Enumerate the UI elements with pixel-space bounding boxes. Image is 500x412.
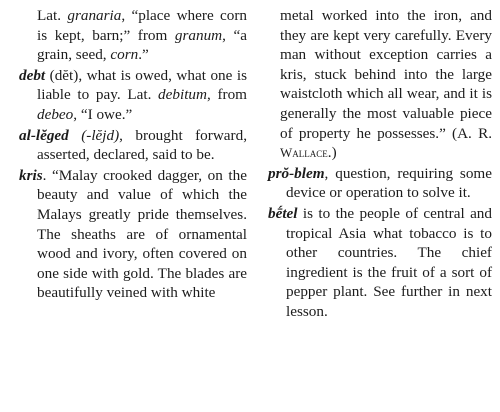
headword-kris: kris bbox=[19, 166, 43, 184]
text-citation-close: .) bbox=[327, 144, 337, 162]
pron-alleged: (-lĕjd) bbox=[81, 126, 120, 144]
headword-problem: prŏ-blem bbox=[268, 164, 325, 182]
headword-alleged: al-lĕged bbox=[19, 126, 69, 144]
text-from: , from bbox=[206, 86, 247, 104]
headword-betel: bḗtel bbox=[268, 204, 298, 222]
word-corn: corn bbox=[110, 46, 139, 64]
text-lat: Lat. bbox=[37, 7, 68, 24]
definition-debt: , what is owed, what one is liable to pay. Lat. bbox=[37, 66, 247, 104]
pron-debt: (dĕt) bbox=[49, 66, 79, 84]
granary-entry-continuation bbox=[19, 6, 247, 65]
entry-betel bbox=[268, 204, 492, 322]
definition-kris: . “Malay crooked dagger, on the beauty and value of which the Malays greatly pride themselves. The sheaths are of ornamental wood and ivory, often covered on one side with gold. The blades are beautifully veined with white bbox=[37, 166, 247, 302]
definition-problem: , question, requiring some device or operation to solve it. bbox=[286, 164, 492, 202]
entry-alleged bbox=[19, 126, 247, 165]
text-grain: , “a grain, seed, bbox=[37, 26, 248, 64]
definition-betel: is to the people of central and tropical Asia what tobacco is to other countries. The chief ingredient is the fruit of a sort of pepper plant. See further in next lesson. bbox=[286, 204, 492, 320]
entry-debt bbox=[19, 66, 247, 125]
word-granaria: granaria bbox=[67, 7, 122, 24]
word-debeo: debeo bbox=[37, 105, 74, 123]
entry-problem bbox=[268, 164, 492, 203]
word-debitum: debitum bbox=[158, 86, 207, 104]
word-granum: granum bbox=[174, 26, 223, 44]
text-place: , “place where corn is kept, barn;” from bbox=[37, 7, 247, 44]
left-column bbox=[19, 6, 247, 303]
kris-entry-continuation bbox=[268, 6, 492, 163]
entry-kris bbox=[19, 166, 247, 303]
right-column bbox=[268, 6, 492, 322]
kris-quote-continued: metal worked into the iron, and they are kept very carefully. Every man without exception carries a kris, stuck behind into the large waistcloth which all wear, and it is generally the most valuable piece of property he possesses.” (A. R. bbox=[280, 7, 492, 142]
text-i-owe: , “I owe.” bbox=[73, 105, 133, 123]
definition-alleged: , brought forward, asserted, declared, said to be. bbox=[37, 126, 247, 164]
headword-debt: debt bbox=[19, 66, 46, 84]
text-close: .” bbox=[138, 46, 149, 64]
author-wallace: Wallace bbox=[280, 145, 328, 161]
